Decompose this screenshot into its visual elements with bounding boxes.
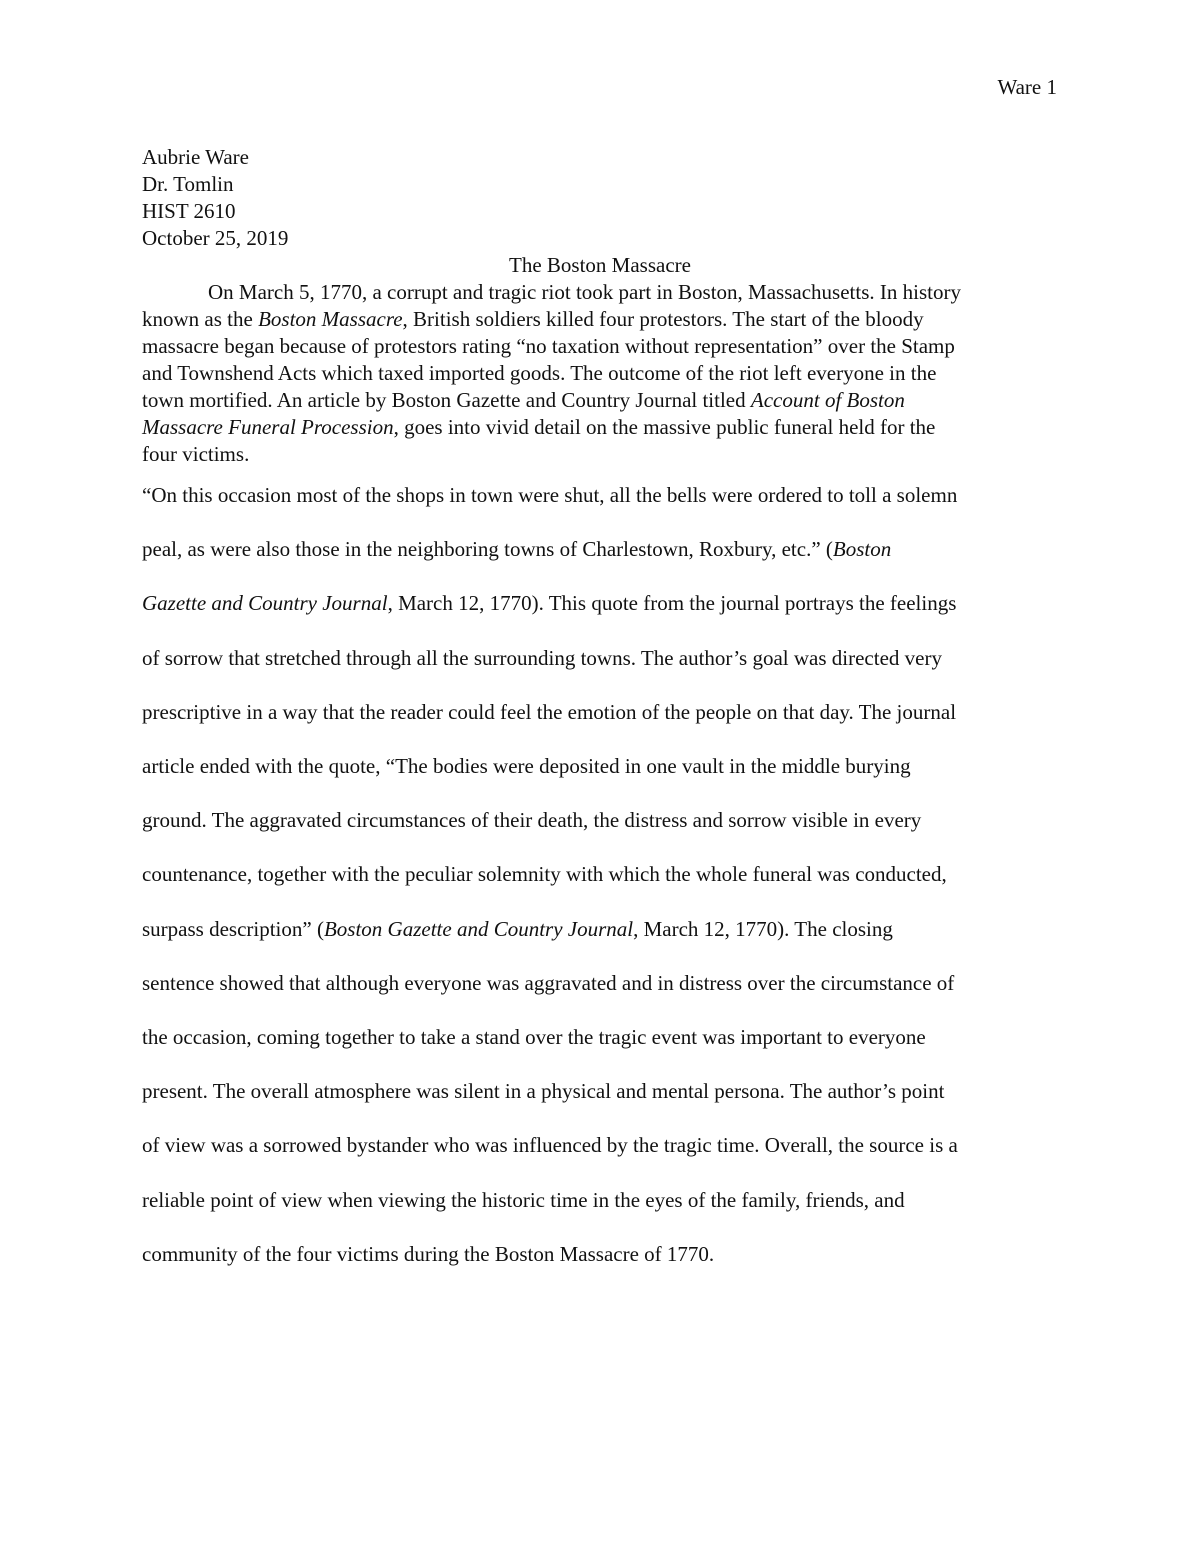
paragraph-line: reliable point of view when viewing the historic time in the eyes of the family, friends, and bbox=[142, 1187, 905, 1212]
italic-text-run: Boston Gazette and Country Journal bbox=[323, 916, 634, 941]
paragraph-line: ground. The aggravated circumstances of their death, the distress and sorrow visible in every bbox=[142, 808, 922, 833]
paragraph-line bbox=[142, 387, 1058, 414]
instructor-name: Dr. Tomlin bbox=[142, 172, 234, 196]
paragraph-line bbox=[142, 522, 1058, 576]
text-run: peal, as were also those in the neighboring towns of Charlestown, Roxbury, etc.” ( bbox=[142, 537, 833, 562]
paragraph-line: the occasion, coming together to take a stand over the tragic event was important to everyone bbox=[142, 1025, 926, 1050]
author-name: Aubrie Ware bbox=[142, 145, 249, 169]
paragraph-line: community of the four victims during the Boston Massacre of 1770. bbox=[142, 1241, 715, 1266]
italic-text-run: Account of Boston bbox=[750, 388, 905, 412]
paragraph-line: “On this occasion most of the shops in town were shut, all the bells were ordered to toll a solemn bbox=[142, 483, 958, 507]
paragraph-line: and Townshend Acts which taxed imported goods. The outcome of the riot left everyone in the bbox=[142, 361, 937, 385]
text-run: , March 12, 1770). This quote from the journal portrays the feelings bbox=[387, 591, 957, 616]
page-header-label: Ware 1 bbox=[997, 75, 1057, 99]
italic-text-run: Gazette and Country Journal bbox=[142, 591, 388, 616]
paragraph-line bbox=[142, 414, 1058, 441]
text-run: , goes into vivid detail on the massive public funeral held for the bbox=[393, 415, 936, 439]
paragraph-analysis bbox=[142, 468, 1058, 1281]
paragraph-line: of view was a sorrowed bystander who was influenced by the tragic time. Overall, the source is a bbox=[142, 1133, 958, 1158]
paragraph-line: On March 5, 1770, a corrupt and tragic riot took part in Boston, Massachusetts. In history bbox=[208, 280, 961, 304]
paragraph-line: countenance, together with the peculiar solemnity with which the whole funeral was conducted, bbox=[142, 862, 947, 887]
paragraph-line: present. The overall atmosphere was silent in a physical and mental persona. The author’s point bbox=[142, 1079, 945, 1104]
paragraph-line: massacre began because of protestors rating “no taxation without representation” over the Stamp bbox=[142, 334, 955, 358]
paragraph-line bbox=[142, 902, 1058, 956]
paragraph-line bbox=[142, 576, 1058, 630]
text-run: , British soldiers killed four protestors. The start of the bloody bbox=[402, 307, 924, 331]
paragraph-intro bbox=[142, 279, 1058, 468]
italic-text-run: Massacre Funeral Procession bbox=[142, 415, 394, 439]
italic-text-run: Boston bbox=[832, 537, 892, 562]
mla-heading bbox=[142, 144, 1058, 252]
paragraph-line: four victims. bbox=[142, 442, 250, 466]
paragraph-line: of sorrow that stretched through all the surrounding towns. The author’s goal was directed very bbox=[142, 645, 942, 670]
paragraph-line: prescriptive in a way that the reader could feel the emotion of the people on that day. The journal bbox=[142, 699, 957, 724]
essay-date: October 25, 2019 bbox=[142, 226, 289, 250]
text-run: , March 12, 1770). The closing bbox=[633, 916, 893, 941]
italic-text-run: Boston Massacre bbox=[258, 307, 403, 331]
paragraph-line bbox=[142, 306, 1058, 333]
paragraph-line: article ended with the quote, “The bodies were deposited in one vault in the middle burying bbox=[142, 754, 911, 779]
text-run: known as the bbox=[142, 307, 259, 331]
text-run: surpass description” ( bbox=[142, 916, 324, 941]
paragraph-line: sentence showed that although everyone was aggravated and in distress over the circumstance of bbox=[142, 970, 955, 995]
course-code: HIST 2610 bbox=[142, 199, 236, 223]
essay-title: The Boston Massacre bbox=[509, 253, 691, 277]
text-run: town mortified. An article by Boston Gazette and Country Journal titled bbox=[142, 388, 751, 412]
